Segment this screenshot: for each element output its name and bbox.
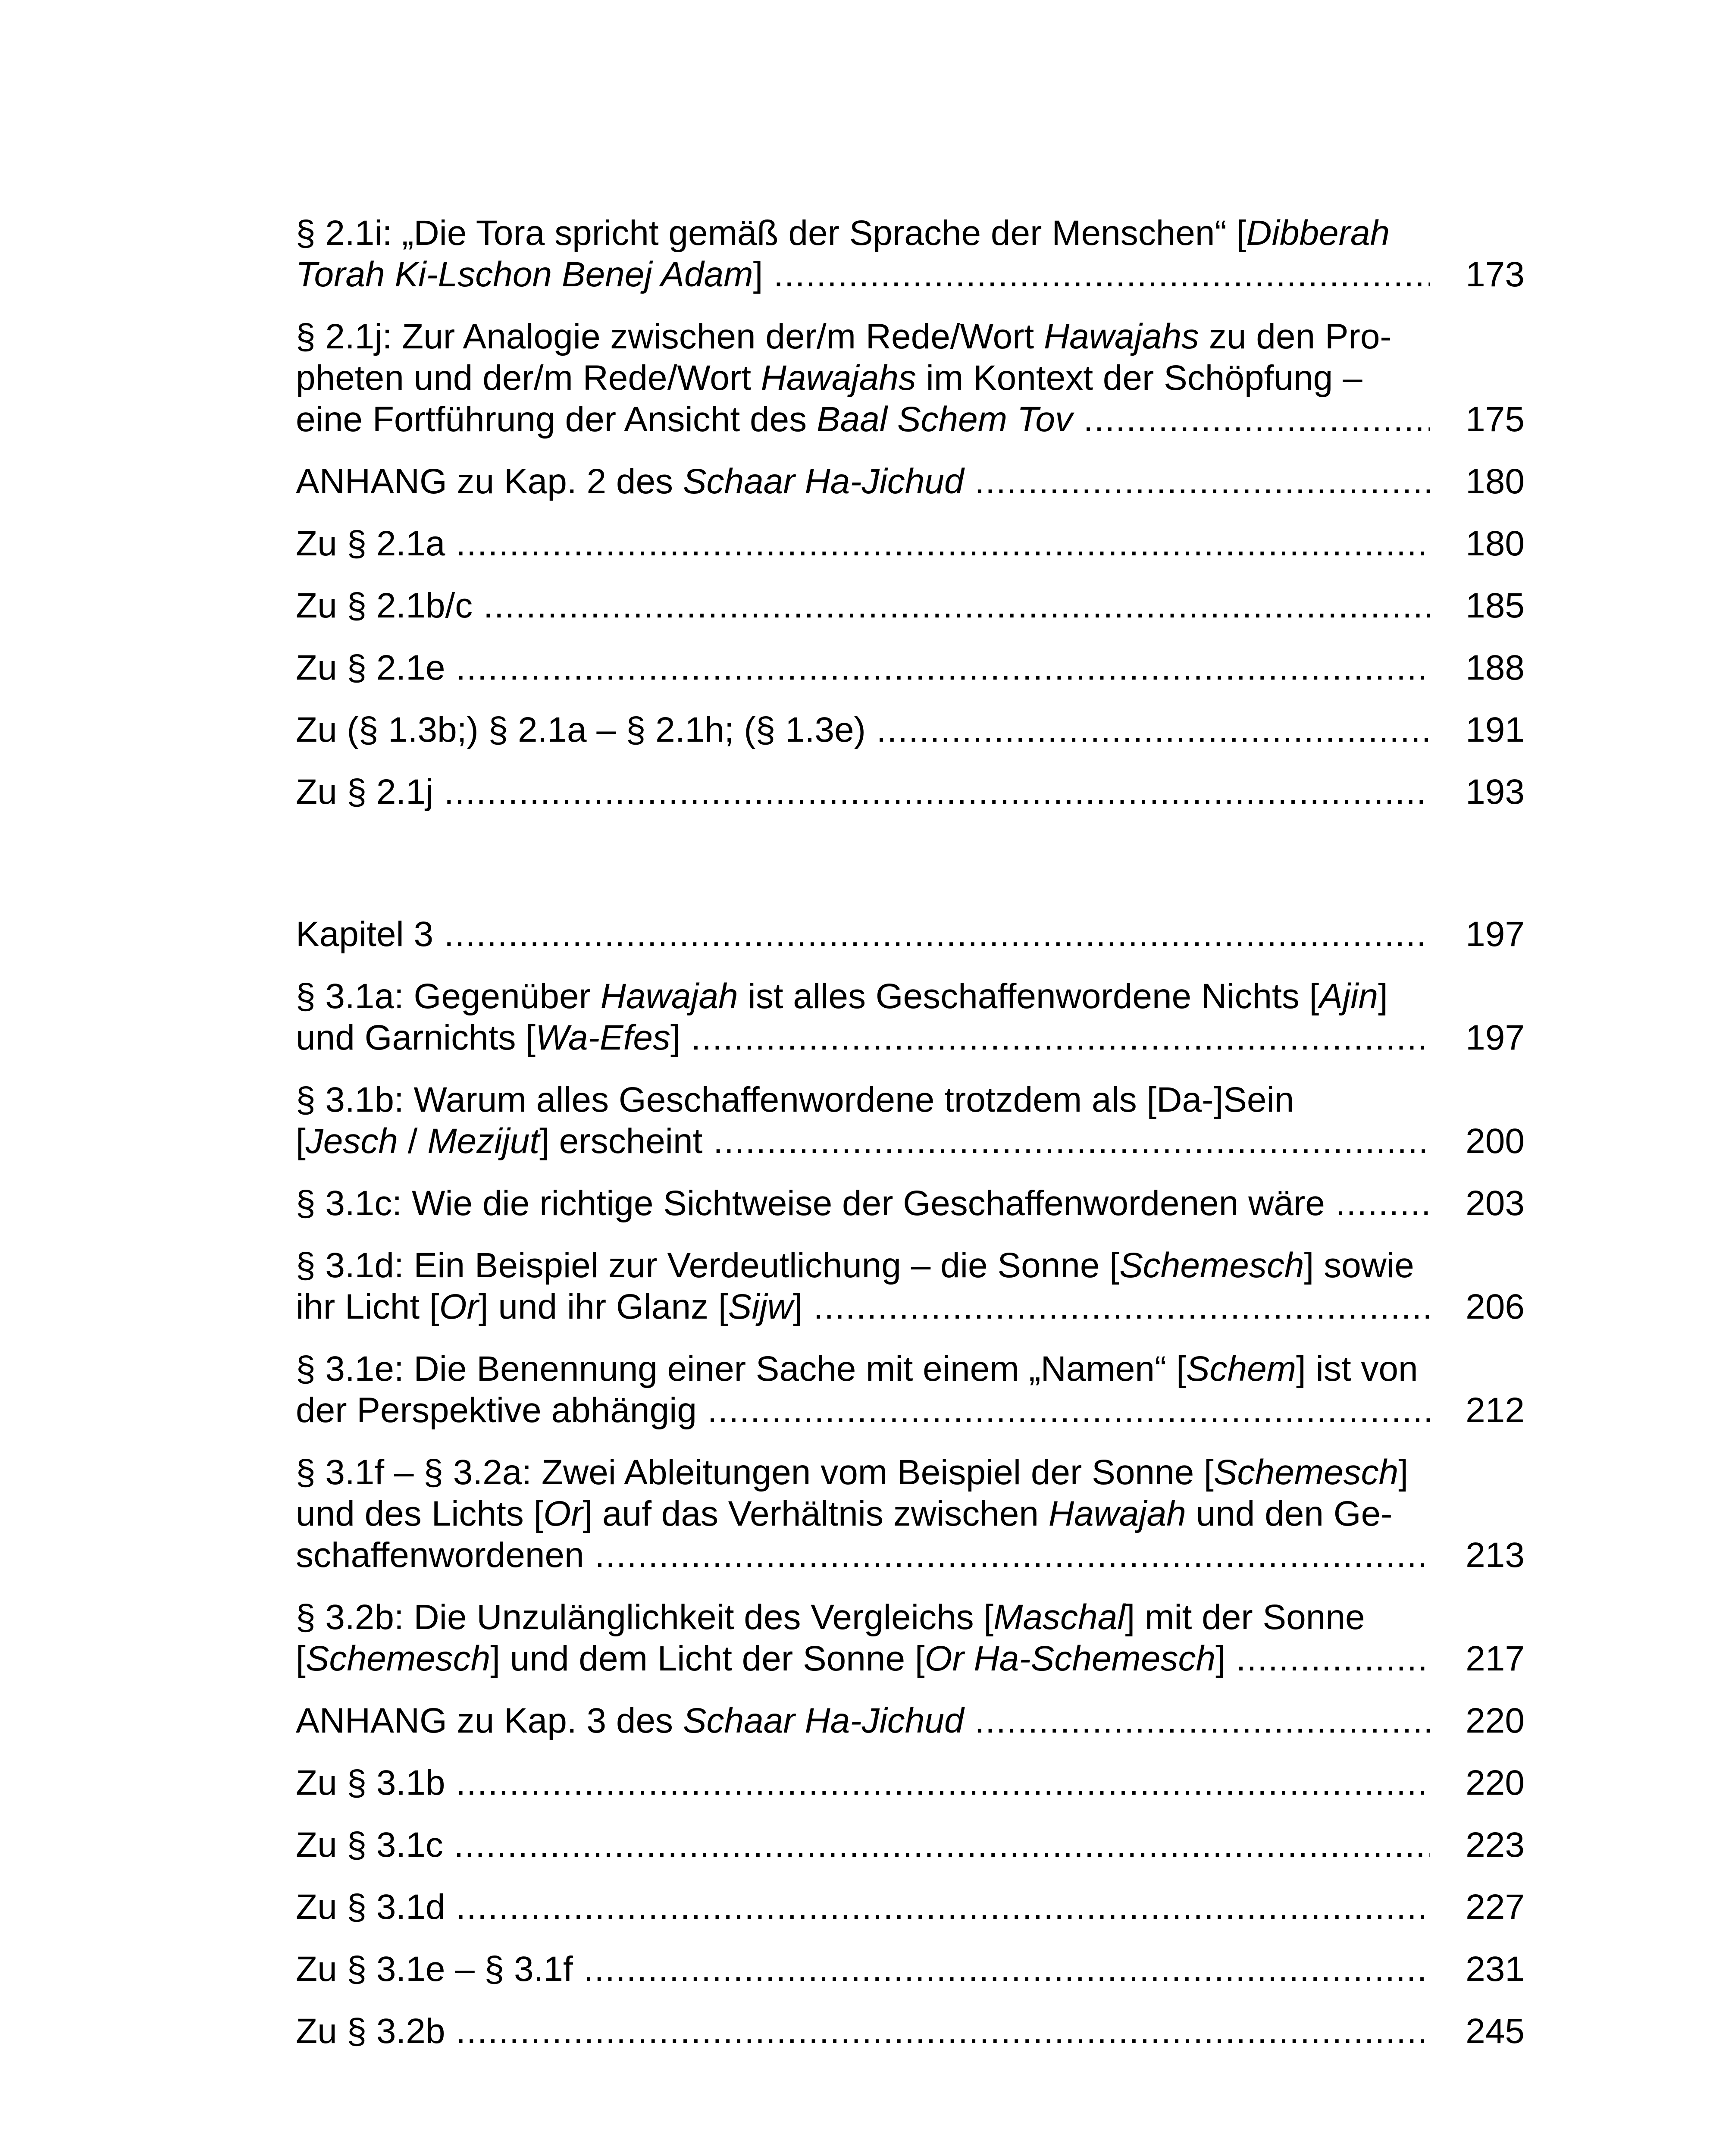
toc-page-number: 191 — [1466, 710, 1525, 749]
toc-text: ] — [753, 255, 763, 294]
toc-page-number: 175 — [1466, 400, 1525, 439]
toc-entry[interactable] — [296, 709, 1525, 751]
toc-text: ihr Licht [ — [296, 1287, 439, 1326]
toc-text: § 3.1c: Wie die richtige Sichtweise der Geschaffenwordenen wäre — [296, 1184, 1325, 1223]
toc-page-number: 220 — [1466, 1763, 1525, 1802]
toc-text: ] — [670, 1018, 680, 1057]
toc-entry-line — [296, 771, 1430, 813]
toc-italic-term: Wa-Efes — [536, 1018, 670, 1057]
toc-entry-line — [296, 1700, 1430, 1742]
toc-entry-title — [296, 1597, 1430, 1680]
toc-entry-title — [296, 976, 1430, 1059]
toc-entry-title — [296, 1824, 1430, 1866]
toc-entry-line — [296, 254, 1430, 295]
toc-entry[interactable] — [296, 1348, 1525, 1431]
toc-entry[interactable] — [296, 523, 1525, 564]
toc-entry-line — [296, 399, 1430, 440]
toc-text: eine Fortführung der Ansicht des — [296, 400, 817, 439]
toc-entry-title — [296, 585, 1430, 627]
toc-text: schaffenwordenen — [296, 1536, 584, 1575]
toc-entry-title — [296, 1245, 1430, 1328]
toc-entry-line — [296, 585, 1430, 627]
toc-entry[interactable] — [296, 1949, 1525, 1990]
toc-entry-title — [296, 914, 1430, 955]
toc-italic-term: Hawajahs — [761, 358, 916, 398]
toc-entry-title — [296, 1183, 1430, 1224]
toc-entry-line — [296, 1286, 1430, 1328]
toc-entry[interactable] — [296, 2011, 1525, 2052]
toc-italic-term: Ajin — [1319, 977, 1378, 1016]
toc-entry[interactable] — [296, 1700, 1525, 1742]
toc-entry-line — [296, 1824, 1430, 1866]
toc-text: Zu § 3.1b — [296, 1763, 445, 1802]
toc-entry-title — [296, 2011, 1430, 2052]
toc-text: § 2.1j: Zur Analogie zwischen der/m Rede/Wort — [296, 317, 1044, 356]
toc-entry-line — [296, 1121, 1430, 1162]
toc-text: Zu § 2.1j — [296, 772, 434, 812]
toc-text: ] mit der Sonne — [1125, 1598, 1365, 1637]
toc-page-number: 213 — [1466, 1536, 1525, 1575]
toc-text: ] — [1398, 1453, 1409, 1492]
toc-italic-term: Schem — [1186, 1349, 1297, 1388]
toc-entry-title — [296, 1949, 1430, 1990]
toc-entry[interactable] — [296, 1887, 1525, 1928]
toc-entry-title — [296, 213, 1430, 295]
toc-text: Zu § 2.1a — [296, 524, 445, 563]
toc-entry-line — [296, 2011, 1430, 2052]
toc-entry[interactable] — [296, 1079, 1525, 1162]
toc-entry-title — [296, 771, 1430, 813]
toc-entry[interactable] — [296, 771, 1525, 813]
toc-text: der Perspektive abhängig — [296, 1391, 697, 1430]
toc-italic-term: Schemesch — [1213, 1453, 1399, 1492]
toc-page-number: 220 — [1466, 1701, 1525, 1740]
toc-text: Zu (§ 1.3b;) § 2.1a – § 2.1h; (§ 1.3e) — [296, 710, 866, 749]
toc-text: ] ist von — [1296, 1349, 1418, 1388]
toc-entry-title — [296, 461, 1430, 502]
toc-entry-line — [296, 1638, 1430, 1680]
toc-text: § 3.1d: Ein Beispiel zur Verdeutlichung – die Sonne [ — [296, 1246, 1120, 1285]
toc-entry-line — [296, 1949, 1430, 1990]
toc-entry-line — [296, 1535, 1430, 1576]
toc-entry-title — [296, 1452, 1430, 1576]
toc-entry-line — [296, 647, 1430, 689]
toc-italic-term: Sijw — [728, 1287, 793, 1326]
toc-text: ANHANG zu Kap. 3 des — [296, 1701, 683, 1740]
toc-entry-line — [296, 1597, 1430, 1638]
toc-text: und des Lichts [ — [296, 1494, 544, 1533]
toc-text: ] und ihr Glanz [ — [478, 1287, 728, 1326]
toc-entry-title — [296, 1348, 1430, 1431]
toc-entry[interactable] — [296, 1452, 1525, 1576]
toc-text: ist alles Geschaffenwordene Nichts [ — [738, 977, 1319, 1016]
toc-entry-line — [296, 1493, 1430, 1535]
toc-page-number: 203 — [1466, 1184, 1525, 1223]
toc-entry[interactable] — [296, 1762, 1525, 1804]
toc-text: § 3.1b: Warum alles Geschaffenwordene trotzdem als [Da-]Sein — [296, 1080, 1294, 1119]
toc-italic-term: Or — [543, 1494, 583, 1533]
toc-page-number: 200 — [1466, 1122, 1525, 1161]
toc-page-number: 245 — [1466, 2012, 1525, 2051]
toc-entry-title — [296, 316, 1430, 440]
toc-text: § 3.2b: Die Unzulänglichkeit des Vergleichs [ — [296, 1598, 994, 1637]
toc-text: § 3.1a: Gegenüber — [296, 977, 601, 1016]
toc-entry[interactable] — [296, 316, 1525, 440]
toc-text: zu den Pro- — [1199, 317, 1392, 356]
toc-page-number: 197 — [1466, 1018, 1525, 1057]
toc-page-number: 223 — [1466, 1825, 1525, 1865]
toc-text: ] — [1378, 977, 1388, 1016]
toc-entry-title — [296, 523, 1430, 564]
toc-text: § 2.1i: „Die Tora spricht gemäß der Sprache der Menschen“ [ — [296, 213, 1247, 253]
toc-entry-line — [296, 1762, 1430, 1804]
toc-entry-title — [296, 1079, 1430, 1162]
toc-entry[interactable] — [296, 1245, 1525, 1328]
toc-text: Zu § 3.1d — [296, 1887, 445, 1927]
toc-entry-line — [296, 1245, 1430, 1286]
toc-entry-line — [296, 461, 1430, 502]
toc-entry[interactable] — [296, 213, 1525, 295]
toc-page-number: 180 — [1466, 462, 1525, 501]
toc-text: pheten und der/m Rede/Wort — [296, 358, 761, 398]
toc-text: im Kontext der Schöpfung – — [916, 358, 1362, 398]
toc-entry[interactable] — [296, 1183, 1525, 1224]
toc-text: und den Ge- — [1186, 1494, 1393, 1533]
toc-italic-term: Schemesch — [305, 1639, 491, 1678]
toc-entry[interactable] — [296, 647, 1525, 689]
toc-italic-term: Schaar Ha-Jichud — [683, 462, 964, 501]
toc-page-number: 197 — [1466, 915, 1525, 954]
toc-entry-line — [296, 1452, 1430, 1493]
toc-italic-term: Dibberah — [1246, 213, 1390, 253]
toc-entry-title — [296, 1762, 1430, 1804]
toc-italic-term: Schaar Ha-Jichud — [683, 1701, 964, 1740]
toc-entry-line — [296, 523, 1430, 564]
toc-entry[interactable] — [296, 1597, 1525, 1680]
toc-page-number: 180 — [1466, 524, 1525, 563]
toc-italic-term: Schemesch — [1119, 1246, 1304, 1285]
toc-entry-title — [296, 709, 1430, 751]
toc-text: ] erscheint — [539, 1122, 703, 1161]
toc-entry-line — [296, 914, 1430, 955]
toc-page-number: 188 — [1466, 648, 1525, 687]
toc-text: ] — [1215, 1639, 1225, 1678]
toc-italic-term: Hawajahs — [1043, 317, 1200, 356]
toc-text: § 3.1e: Die Benennung einer Sache mit einem „Namen“ [ — [296, 1349, 1186, 1388]
toc-page-number: 206 — [1466, 1287, 1525, 1326]
toc-entry-line — [296, 1079, 1430, 1121]
toc-entry-line — [296, 1183, 1430, 1224]
toc-entry-line — [296, 976, 1430, 1017]
toc-entry[interactable] — [296, 976, 1525, 1059]
toc-italic-term: Hawajah — [600, 977, 738, 1016]
toc-italic-term: Baal Schem Tov — [816, 400, 1073, 439]
toc-italic-term: Mezijut — [427, 1122, 540, 1161]
toc-italic-term: Jesch — [305, 1122, 398, 1161]
toc-text: § 3.1f – § 3.2a: Zwei Ableitungen vom Beispiel der Sonne [ — [296, 1453, 1214, 1492]
toc-text: ] auf das Verhältnis zwischen — [583, 1494, 1049, 1533]
toc-text: und Garnichts [ — [296, 1018, 536, 1057]
toc-entry[interactable] — [296, 585, 1525, 627]
toc-text: ] sowie — [1304, 1246, 1414, 1285]
toc-entry-line — [296, 316, 1430, 357]
toc-text: Zu § 3.2b — [296, 2012, 445, 2051]
toc-text: Zu § 3.1e – § 3.1f — [296, 1949, 573, 1989]
toc-text: [ — [296, 1639, 306, 1678]
toc-entry-line — [296, 1887, 1430, 1928]
toc-text: Kapitel 3 — [296, 915, 434, 954]
toc-entry-line — [296, 1348, 1430, 1390]
toc-text: ] — [793, 1287, 803, 1326]
toc-text: ANHANG zu Kap. 2 des — [296, 462, 683, 501]
toc-page-number: 193 — [1466, 772, 1525, 812]
table-of-contents — [296, 213, 1525, 2073]
toc-italic-term: Or Ha-Schemesch — [924, 1639, 1216, 1678]
toc-italic-term: Torah Ki-Lschon Benej Adam — [296, 255, 753, 294]
toc-text: Zu § 3.1c — [296, 1825, 443, 1865]
toc-entry-line — [296, 1390, 1430, 1431]
toc-entry-title — [296, 1700, 1430, 1742]
toc-page-number: 173 — [1466, 255, 1525, 294]
toc-text: / — [398, 1122, 428, 1161]
toc-text: ] und dem Licht der Sonne [ — [490, 1639, 925, 1678]
toc-entry-line — [296, 213, 1430, 254]
toc-text: Zu § 2.1e — [296, 648, 445, 687]
toc-entry[interactable] — [296, 914, 1525, 955]
toc-italic-term: Hawajah — [1048, 1494, 1186, 1533]
toc-page-number: 212 — [1466, 1391, 1525, 1430]
toc-entry[interactable] — [296, 1824, 1525, 1866]
toc-text: Zu § 2.1b/c — [296, 586, 473, 625]
toc-italic-term: Or — [439, 1287, 479, 1326]
toc-page-number: 231 — [1466, 1949, 1525, 1989]
toc-text: [ — [296, 1122, 306, 1161]
toc-entry[interactable] — [296, 461, 1525, 502]
toc-entry-line — [296, 709, 1430, 751]
toc-page-number: 227 — [1466, 1887, 1525, 1927]
toc-page-number: 185 — [1466, 586, 1525, 625]
toc-italic-term: Maschal — [993, 1598, 1125, 1637]
toc-entry-line — [296, 357, 1430, 399]
toc-page-number: 217 — [1466, 1639, 1525, 1678]
toc-entry-title — [296, 647, 1430, 689]
toc-entry-line — [296, 1017, 1430, 1059]
toc-entry-title — [296, 1887, 1430, 1928]
